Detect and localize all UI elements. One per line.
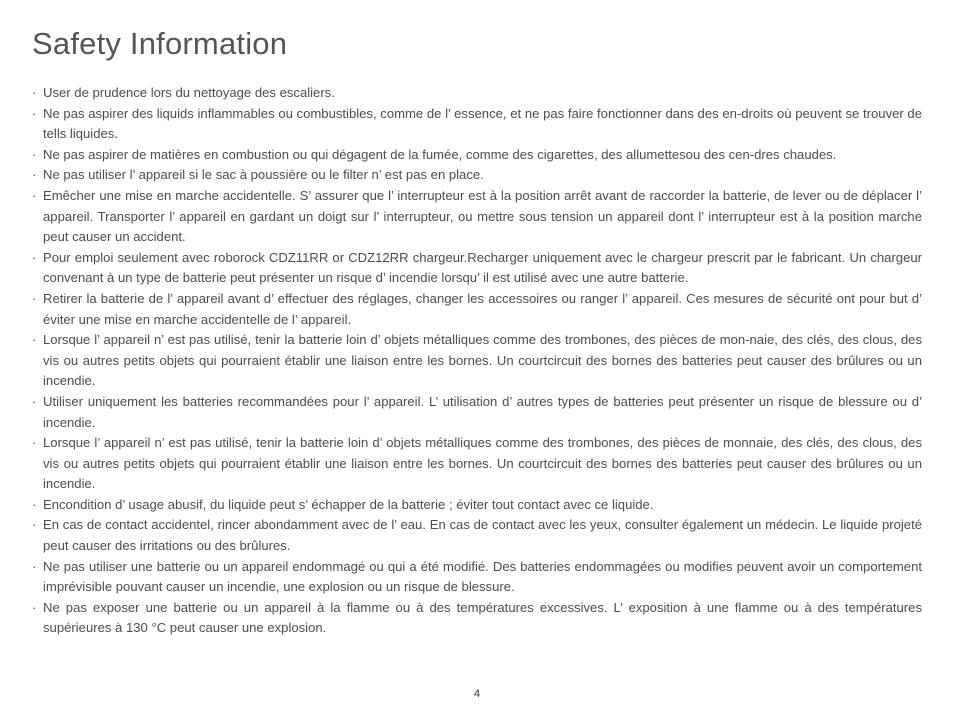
bullet-icon: ·	[32, 187, 37, 203]
bullet-icon: ·	[32, 105, 37, 121]
list-item-text: Lorsque l’ appareil n’ est pas utilisé, tenir la batterie loin d’ objets métalliques comme des trombones, des pièces de mon-naie, des clés, des clous, des vis ou autres petits objets qui pourraient établir une liaison entre les bornes. Un courtcircuit des bornes des batteries peut causer des brûlures ou un incendie.	[43, 332, 922, 389]
list-item	[32, 289, 922, 330]
bullet-icon: ·	[32, 85, 37, 100]
list-item	[32, 186, 922, 248]
list-item	[32, 330, 922, 392]
list-item-text: Encondition d’ usage abusif, du liquide peut s’ échapper de la batterie ; éviter tout contact avec ce liquide.	[43, 496, 654, 512]
bullet-icon: ·	[32, 249, 37, 265]
page-title: Safety Information	[32, 26, 288, 61]
bullet-icon: ·	[32, 435, 37, 451]
bullet-icon: ·	[32, 599, 37, 615]
list-item	[32, 495, 922, 516]
bullet-icon: ·	[32, 332, 37, 348]
list-item	[32, 598, 922, 639]
page-number: 4	[473, 688, 481, 700]
list-item-text: Ne pas aspirer de matières en combustion ou qui dégagent de la fumée, comme des cigarettes, des allumettesou des cen-dres chaudes.	[43, 146, 837, 162]
list-item-text: User de prudence lors du nettoyage des escaliers.	[43, 85, 335, 100]
bullet-icon: ·	[32, 393, 37, 409]
safety-list	[32, 83, 922, 639]
list-item-text: Lorsque l’ appareil n’ est pas utilisé, tenir la batterie loin d’ objets métalliques comme des trombones, des pièces de monnaie, des clés, des clous, des vis ou autres petits objets qui pourraient établir une liaison entre les bornes. Un courtcircuit des bornes des batteries peut causer des brûlures ou un incendie.	[43, 435, 922, 492]
list-item-text: Ne pas utiliser l’ appareil si le sac à poussière ou le filter n’ est pas en place.	[43, 167, 484, 183]
bullet-icon: ·	[32, 167, 37, 183]
list-item-text: Ne pas aspirer des liquids inflammables ou combustibles, comme de l’ essence, et ne pas faire fonctionner dans des en-droits où peuvent se trouver de tells liquides.	[43, 105, 922, 142]
list-item-text: Retirer la batterie de l’ appareil avant d’ effectuer des réglages, changer les accessoires ou ranger l’ appareil. Ces mesures de sécurité ont pour but d’ éviter une mise en marche accidentelle de l’ appareil.	[43, 290, 922, 327]
list-item-text: Ne pas exposer une batterie ou un appareil à la flamme ou à des températures excessives. L’ exposition à une flamme ou à des températures supérieures à 130 °C peut causer une explosion.	[43, 599, 922, 636]
list-item	[32, 392, 922, 433]
list-item	[32, 83, 922, 104]
list-item	[32, 433, 922, 495]
list-item	[32, 557, 922, 598]
list-item-text: En cas de contact accidentel, rincer abondamment avec de l’ eau. En cas de contact avec les yeux, consulter également un médecin. Le liquide projeté peut causer des irritations ou des brûlures.	[43, 517, 922, 554]
list-item-text: Ne pas utiliser une batterie ou un appareil endommagé ou qui a été modifié. Des batteries endommagées ou modifies peuvent avoir un comportement imprévisible pouvant causer un incendie, une explosion ou un risque de blessure.	[43, 558, 922, 595]
list-item	[32, 104, 922, 145]
bullet-icon: ·	[32, 558, 37, 574]
bullet-icon: ·	[32, 290, 37, 306]
list-item-text: Utiliser uniquement les batteries recommandées pour l’ appareil. L’ utilisation d’ autres types de batteries peut présenter un risque de blessure ou d’ incendie.	[43, 393, 922, 430]
list-item-text: Emêcher une mise en marche accidentelle. S’ assurer que l’ interrupteur est à la position arrêt avant de raccorder la batterie, de lever ou de déplacer l’ appareil. Transporter l’ appareil en gardant un doigt sur l’ interrupteur, ou mettre sous tension un appareil dont l’ interrupteur est à la position marche peut causer un accident.	[43, 187, 922, 245]
list-item	[32, 165, 922, 186]
bullet-icon: ·	[32, 146, 37, 162]
list-item	[32, 145, 922, 166]
bullet-icon: ·	[32, 496, 37, 512]
bullet-icon: ·	[32, 517, 37, 533]
list-item-text: Pour emploi seulement avec roborock CDZ11RR or CDZ12RR chargeur.Recharger uniquement avec le chargeur prescrit par le fabricant. Un chargeur convenant à un type de batterie peut présenter un risque d’ incendie lorsqu’ il est utilisé avec une autre batterie.	[43, 249, 922, 286]
list-item	[32, 515, 922, 556]
list-item	[32, 248, 922, 289]
